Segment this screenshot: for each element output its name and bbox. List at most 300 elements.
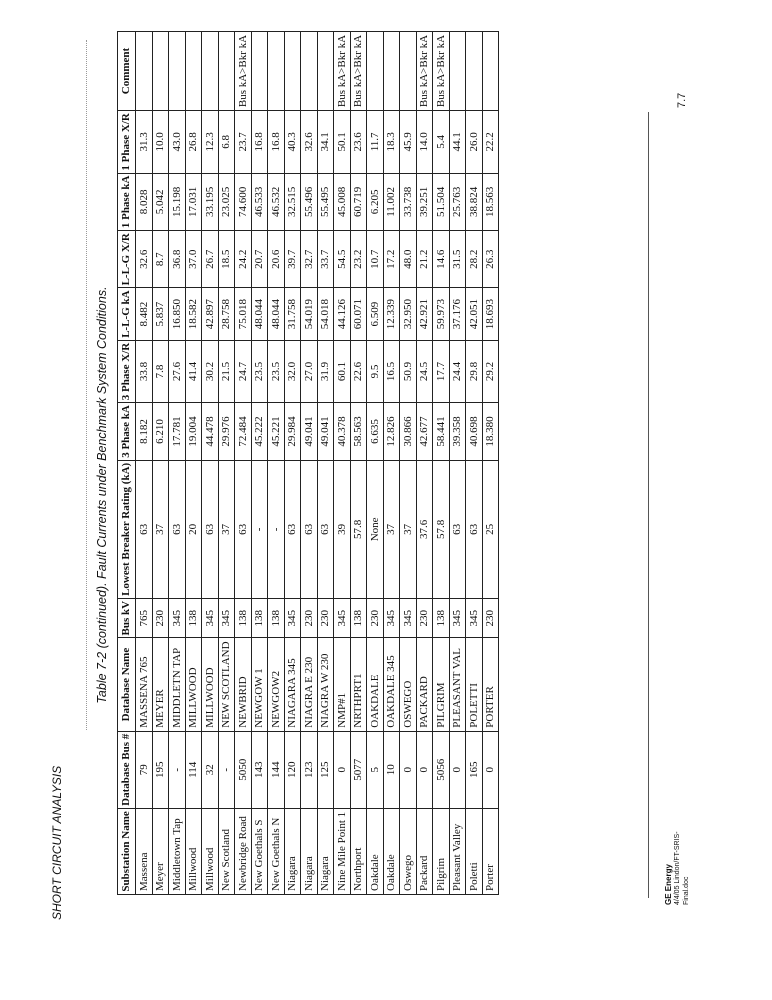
table-cell: 59.973 bbox=[433, 288, 450, 340]
table-cell: 37.176 bbox=[449, 288, 466, 340]
table-cell: 18.380 bbox=[482, 403, 499, 461]
table-cell bbox=[317, 31, 334, 110]
table-cell: 63 bbox=[202, 460, 219, 598]
table-cell: 16.8 bbox=[268, 111, 285, 173]
table-cell: 30.866 bbox=[400, 403, 417, 461]
table-cell: MEYER bbox=[152, 638, 169, 731]
table-cell: 34.1 bbox=[317, 111, 334, 173]
table-cell: 23.5 bbox=[268, 340, 285, 402]
table-cell: 8.482 bbox=[136, 288, 153, 340]
table-cell: 63 bbox=[317, 460, 334, 598]
table-cell: 19.004 bbox=[185, 403, 202, 461]
table-cell: 138 bbox=[433, 598, 450, 638]
table-cell: 18.5 bbox=[218, 231, 235, 288]
table-cell: 31.758 bbox=[284, 288, 301, 340]
table-cell: 40.3 bbox=[284, 111, 301, 173]
table-cell bbox=[367, 31, 384, 110]
table-cell: 58.441 bbox=[433, 403, 450, 461]
table-cell: 6.635 bbox=[367, 403, 384, 461]
column-header: Database Name bbox=[118, 638, 136, 731]
table-cell: Bus kA>Bkr kA bbox=[433, 31, 450, 110]
table-cell: OAKDALE 345 bbox=[383, 638, 400, 731]
table-cell: OSWEGO bbox=[400, 638, 417, 731]
table-cell: 42.897 bbox=[202, 288, 219, 340]
table-cell: 345 bbox=[218, 598, 235, 638]
table-cell: 48.044 bbox=[251, 288, 268, 340]
table-cell: Oswego bbox=[400, 808, 417, 894]
table-cell: 32 bbox=[202, 731, 219, 808]
table-cell: Newbridge Road bbox=[235, 808, 252, 894]
table-cell: 12.339 bbox=[383, 288, 400, 340]
table-cell: 16.850 bbox=[169, 288, 186, 340]
table-cell bbox=[301, 31, 318, 110]
table-cell: 46.532 bbox=[268, 173, 285, 231]
table-cell: 25.763 bbox=[449, 173, 466, 231]
table-cell: 63 bbox=[136, 460, 153, 598]
table-cell: Oakdale bbox=[383, 808, 400, 894]
table-cell: MASSENA 765 bbox=[136, 638, 153, 731]
table-cell: 14.0 bbox=[416, 111, 433, 173]
table-cell: OAKDALE bbox=[367, 638, 384, 731]
table-cell: Niagara bbox=[317, 808, 334, 894]
table-cell: 32.515 bbox=[284, 173, 301, 231]
table-cell: 6.205 bbox=[367, 173, 384, 231]
table-cell: NEW SCOTLAND bbox=[218, 638, 235, 731]
table-row bbox=[350, 31, 367, 894]
table-cell bbox=[449, 31, 466, 110]
table-cell: 138 bbox=[251, 598, 268, 638]
fault-current-table bbox=[117, 31, 499, 895]
table-cell: 345 bbox=[284, 598, 301, 638]
table-cell: Niagara bbox=[284, 808, 301, 894]
table-cell: 26.0 bbox=[466, 111, 483, 173]
table-cell: 23.6 bbox=[350, 111, 367, 173]
column-header: Database Bus # bbox=[118, 731, 136, 808]
table-cell: 33.7 bbox=[317, 231, 334, 288]
table-cell: PORTER bbox=[482, 638, 499, 731]
table-cell: NEWBRID bbox=[235, 638, 252, 731]
table-cell: 21.5 bbox=[218, 340, 235, 402]
table-cell: 44.126 bbox=[334, 288, 351, 340]
table-row bbox=[284, 31, 301, 894]
table-cell: 20.7 bbox=[251, 231, 268, 288]
table-cell: 57.8 bbox=[433, 460, 450, 598]
table-cell: 39 bbox=[334, 460, 351, 598]
table-cell: 26.3 bbox=[482, 231, 499, 288]
table-cell: 24.4 bbox=[449, 340, 466, 402]
table-cell: 138 bbox=[235, 598, 252, 638]
table-cell: 31.9 bbox=[317, 340, 334, 402]
table-cell: 29.2 bbox=[482, 340, 499, 402]
table-cell bbox=[284, 31, 301, 110]
table-row bbox=[152, 31, 169, 894]
table-cell: 0 bbox=[416, 731, 433, 808]
table-row bbox=[169, 31, 186, 894]
table-cell: 32.6 bbox=[301, 111, 318, 173]
table-cell: 29.976 bbox=[218, 403, 235, 461]
table-cell: Porter bbox=[482, 808, 499, 894]
table-cell: 42.051 bbox=[466, 288, 483, 340]
table-cell: 46.533 bbox=[251, 173, 268, 231]
table-cell: 48.0 bbox=[400, 231, 417, 288]
column-header: Substation Name bbox=[118, 808, 136, 894]
page-rule bbox=[648, 112, 649, 898]
table-cell: 11.002 bbox=[383, 173, 400, 231]
table-cell: Meyer bbox=[152, 808, 169, 894]
table-cell: 37 bbox=[400, 460, 417, 598]
table-cell: 60.071 bbox=[350, 288, 367, 340]
table-cell: 39.358 bbox=[449, 403, 466, 461]
table-cell: 37.0 bbox=[185, 231, 202, 288]
rotated-table-area bbox=[95, 35, 625, 895]
table-cell: Millwood bbox=[202, 808, 219, 894]
table-cell bbox=[251, 31, 268, 110]
table-cell: 345 bbox=[202, 598, 219, 638]
table-cell: 7.8 bbox=[152, 340, 169, 402]
table-cell: 5050 bbox=[235, 731, 252, 808]
table-cell: 37 bbox=[383, 460, 400, 598]
table-cell: 144 bbox=[268, 731, 285, 808]
table-cell: 138 bbox=[185, 598, 202, 638]
table-cell: Poletti bbox=[466, 808, 483, 894]
table-cell: 40.698 bbox=[466, 403, 483, 461]
table-cell: 138 bbox=[268, 598, 285, 638]
table-cell: 5 bbox=[367, 731, 384, 808]
column-header: 1 Phase X/R bbox=[118, 111, 136, 173]
table-cell: 8.7 bbox=[152, 231, 169, 288]
table-cell: 345 bbox=[449, 598, 466, 638]
table-cell: Millwood bbox=[185, 808, 202, 894]
table-cell: 50.1 bbox=[334, 111, 351, 173]
table-cell bbox=[169, 31, 186, 110]
column-header: 1 Phase kA bbox=[118, 173, 136, 231]
table-cell: 22.6 bbox=[350, 340, 367, 402]
table-cell: 74.600 bbox=[235, 173, 252, 231]
table-cell: 10 bbox=[383, 731, 400, 808]
table-cell: 12.826 bbox=[383, 403, 400, 461]
column-header: L-L-G X/R bbox=[118, 231, 136, 288]
table-cell: 18.3 bbox=[383, 111, 400, 173]
column-header: 3 Phase kA bbox=[118, 403, 136, 461]
table-cell: 32.7 bbox=[301, 231, 318, 288]
table-cell: Bus kA>Bkr kA bbox=[350, 31, 367, 110]
table-cell: 26.8 bbox=[185, 111, 202, 173]
page-number: 7.7 bbox=[676, 92, 688, 108]
table-cell: 17.7 bbox=[433, 340, 450, 402]
table-cell bbox=[136, 31, 153, 110]
table-cell: Bus kA>Bkr kA bbox=[334, 31, 351, 110]
table-cell: NIAGRA W 230 bbox=[317, 638, 334, 731]
table-row bbox=[433, 31, 450, 894]
column-header: L-L-G kA bbox=[118, 288, 136, 340]
table-cell: 345 bbox=[466, 598, 483, 638]
table-cell: 17.2 bbox=[383, 231, 400, 288]
table-cell: New Goethals N bbox=[268, 808, 285, 894]
table-cell: 20.6 bbox=[268, 231, 285, 288]
table-cell: 28.2 bbox=[466, 231, 483, 288]
table-cell: 5077 bbox=[350, 731, 367, 808]
table-cell: 125 bbox=[317, 731, 334, 808]
table-row bbox=[202, 31, 219, 894]
table-row bbox=[367, 31, 384, 894]
table-cell: 23.7 bbox=[235, 111, 252, 173]
table-cell bbox=[466, 31, 483, 110]
table-cell: 29.8 bbox=[466, 340, 483, 402]
table-cell bbox=[400, 31, 417, 110]
table-cell: 32.0 bbox=[284, 340, 301, 402]
table-cell: 10.0 bbox=[152, 111, 169, 173]
table-cell: 195 bbox=[152, 731, 169, 808]
table-cell: 27.6 bbox=[169, 340, 186, 402]
table-cell: 143 bbox=[251, 731, 268, 808]
table-cell: 6.210 bbox=[152, 403, 169, 461]
table-cell: 5056 bbox=[433, 731, 450, 808]
table-cell: 37 bbox=[152, 460, 169, 598]
table-cell: 51.504 bbox=[433, 173, 450, 231]
table-cell bbox=[152, 31, 169, 110]
footer bbox=[664, 805, 700, 905]
table-cell: Pilgrim bbox=[433, 808, 450, 894]
table-cell: Nine Mile Point 1 bbox=[334, 808, 351, 894]
table-cell: 63 bbox=[235, 460, 252, 598]
table-cell: 55.495 bbox=[317, 173, 334, 231]
table-cell: - bbox=[169, 731, 186, 808]
table-cell: MILLWOOD bbox=[202, 638, 219, 731]
table-cell: 345 bbox=[334, 598, 351, 638]
table-cell: 60.1 bbox=[334, 340, 351, 402]
table-cell: 17.031 bbox=[185, 173, 202, 231]
column-header: 3 Phase X/R bbox=[118, 340, 136, 402]
table-cell: NEWGOW 1 bbox=[251, 638, 268, 731]
table-cell: 230 bbox=[152, 598, 169, 638]
table-cell: 63 bbox=[284, 460, 301, 598]
table-row bbox=[383, 31, 400, 894]
table-cell: 45.008 bbox=[334, 173, 351, 231]
table-cell: 37.6 bbox=[416, 460, 433, 598]
table-row bbox=[268, 31, 285, 894]
table-cell: 60.719 bbox=[350, 173, 367, 231]
table-cell: 138 bbox=[350, 598, 367, 638]
table-cell: 230 bbox=[367, 598, 384, 638]
table-row bbox=[251, 31, 268, 894]
table-cell: 23.5 bbox=[251, 340, 268, 402]
table-cell: NEWGOW2 bbox=[268, 638, 285, 731]
table-cell: 120 bbox=[284, 731, 301, 808]
table-cell: 31.5 bbox=[449, 231, 466, 288]
table-row bbox=[185, 31, 202, 894]
table-cell: 5.4 bbox=[433, 111, 450, 173]
table-cell: 17.781 bbox=[169, 403, 186, 461]
table-cell: 72.484 bbox=[235, 403, 252, 461]
table-cell: 24.2 bbox=[235, 231, 252, 288]
table-cell bbox=[202, 31, 219, 110]
table-cell: 32.6 bbox=[136, 231, 153, 288]
table-cell: 33.738 bbox=[400, 173, 417, 231]
table-row bbox=[400, 31, 417, 894]
table-cell: 5.042 bbox=[152, 173, 169, 231]
table-cell: 18.563 bbox=[482, 173, 499, 231]
table-cell: 5.837 bbox=[152, 288, 169, 340]
table-cell: 24.7 bbox=[235, 340, 252, 402]
table-cell: 36.8 bbox=[169, 231, 186, 288]
table-cell: 29.984 bbox=[284, 403, 301, 461]
table-cell: 6.8 bbox=[218, 111, 235, 173]
table-cell: 63 bbox=[169, 460, 186, 598]
margin-rule bbox=[86, 40, 88, 730]
column-header: Lowest Breaker Rating (kA) bbox=[118, 460, 136, 598]
table-cell: - bbox=[251, 460, 268, 598]
table-cell: 33.8 bbox=[136, 340, 153, 402]
table-cell: 0 bbox=[449, 731, 466, 808]
table-cell: 345 bbox=[383, 598, 400, 638]
column-header: Comment bbox=[118, 31, 136, 110]
table-cell: 54.019 bbox=[301, 288, 318, 340]
table-row bbox=[482, 31, 499, 894]
table-cell: 49.041 bbox=[301, 403, 318, 461]
table-cell: 0 bbox=[400, 731, 417, 808]
table-cell: 28.758 bbox=[218, 288, 235, 340]
table-cell: 230 bbox=[482, 598, 499, 638]
table-cell: 26.7 bbox=[202, 231, 219, 288]
table-cell: Pleasant Valley bbox=[449, 808, 466, 894]
table-cell: 765 bbox=[136, 598, 153, 638]
table-cell: 48.044 bbox=[268, 288, 285, 340]
table-row bbox=[317, 31, 334, 894]
table-cell: 345 bbox=[400, 598, 417, 638]
table-cell: 9.5 bbox=[367, 340, 384, 402]
table-cell: 21.2 bbox=[416, 231, 433, 288]
table-cell: NIAGRA E 230 bbox=[301, 638, 318, 731]
table-row bbox=[466, 31, 483, 894]
table-cell: 22.2 bbox=[482, 111, 499, 173]
table-cell: 39.7 bbox=[284, 231, 301, 288]
table-cell: 41.4 bbox=[185, 340, 202, 402]
table-cell: 8.182 bbox=[136, 403, 153, 461]
table-cell: 20 bbox=[185, 460, 202, 598]
table-cell: 10.7 bbox=[367, 231, 384, 288]
table-cell: 345 bbox=[169, 598, 186, 638]
table-cell: 54.018 bbox=[317, 288, 334, 340]
table-cell: Packard bbox=[416, 808, 433, 894]
table-cell bbox=[218, 31, 235, 110]
table-cell: 6.509 bbox=[367, 288, 384, 340]
table-cell: 54.5 bbox=[334, 231, 351, 288]
table-cell: 44.1 bbox=[449, 111, 466, 173]
table-cell: 58.563 bbox=[350, 403, 367, 461]
table-cell: 63 bbox=[466, 460, 483, 598]
table-cell: - bbox=[268, 460, 285, 598]
table-cell: 18.693 bbox=[482, 288, 499, 340]
table-cell: NRTHPRT1 bbox=[350, 638, 367, 731]
table-cell: 38.824 bbox=[466, 173, 483, 231]
table-cell: 15.198 bbox=[169, 173, 186, 231]
table-cell: 55.496 bbox=[301, 173, 318, 231]
table-cell: 43.0 bbox=[169, 111, 186, 173]
table-cell: 0 bbox=[334, 731, 351, 808]
table-cell: 30.2 bbox=[202, 340, 219, 402]
table-cell: 45.221 bbox=[268, 403, 285, 461]
table-cell: 37 bbox=[218, 460, 235, 598]
table-row bbox=[449, 31, 466, 894]
table-cell: PACKARD bbox=[416, 638, 433, 731]
table-cell: 27.0 bbox=[301, 340, 318, 402]
table-cell: New Goethals S bbox=[251, 808, 268, 894]
table-cell: PLEASANT VAL bbox=[449, 638, 466, 731]
table-cell: 40.378 bbox=[334, 403, 351, 461]
table-cell: 165 bbox=[466, 731, 483, 808]
table-row bbox=[301, 31, 318, 894]
table-row bbox=[334, 31, 351, 894]
table-cell: 75.018 bbox=[235, 288, 252, 340]
table-cell: 57.8 bbox=[350, 460, 367, 598]
table-cell: None bbox=[367, 460, 384, 598]
table-cell: 14.6 bbox=[433, 231, 450, 288]
table-cell: 123 bbox=[301, 731, 318, 808]
table-cell: PILGRIM bbox=[433, 638, 450, 731]
table-cell: Bus kA>Bkr kA bbox=[416, 31, 433, 110]
table-cell: POLETTI bbox=[466, 638, 483, 731]
column-header: Bus kV bbox=[118, 598, 136, 638]
table-cell: 16.8 bbox=[251, 111, 268, 173]
table-row bbox=[136, 31, 153, 894]
table-cell: 0 bbox=[482, 731, 499, 808]
footer-file-path: 4/4/05 Lindon/FT-SRIS-Final.doc bbox=[674, 831, 690, 905]
table-cell: - bbox=[218, 731, 235, 808]
table-cell: NIAGARA 345 bbox=[284, 638, 301, 731]
table-cell: Northport bbox=[350, 808, 367, 894]
table-cell: 31.3 bbox=[136, 111, 153, 173]
table-cell: Bus kA>Bkr kA bbox=[235, 31, 252, 110]
table-cell: 230 bbox=[416, 598, 433, 638]
section-header: SHORT CIRCUIT ANALYSIS bbox=[50, 765, 64, 920]
table-cell bbox=[185, 31, 202, 110]
table-cell: 16.5 bbox=[383, 340, 400, 402]
table-cell: 63 bbox=[449, 460, 466, 598]
table-cell: Massena bbox=[136, 808, 153, 894]
table-cell: 45.9 bbox=[400, 111, 417, 173]
table-cell: 23.2 bbox=[350, 231, 367, 288]
table-cell: Oakdale bbox=[367, 808, 384, 894]
table-cell: 18.582 bbox=[185, 288, 202, 340]
table-cell: 79 bbox=[136, 731, 153, 808]
table-cell: 63 bbox=[301, 460, 318, 598]
footer-company: GE Energy bbox=[664, 864, 673, 905]
table-cell: 44.478 bbox=[202, 403, 219, 461]
table-cell: 230 bbox=[317, 598, 334, 638]
table-cell: 42.677 bbox=[416, 403, 433, 461]
table-cell: 230 bbox=[301, 598, 318, 638]
table-cell: MIDDLETN TAP bbox=[169, 638, 186, 731]
table-cell: 49.041 bbox=[317, 403, 334, 461]
table-cell: 8.028 bbox=[136, 173, 153, 231]
table-cell: MILLWOOD bbox=[185, 638, 202, 731]
table-cell: 12.3 bbox=[202, 111, 219, 173]
table-cell: 42.921 bbox=[416, 288, 433, 340]
table-header-row bbox=[118, 31, 136, 894]
table-row bbox=[218, 31, 235, 894]
table-cell: 45.222 bbox=[251, 403, 268, 461]
table-cell: New Scotland bbox=[218, 808, 235, 894]
table-cell: 114 bbox=[185, 731, 202, 808]
table-cell bbox=[383, 31, 400, 110]
table-cell: 32.950 bbox=[400, 288, 417, 340]
table-cell: 11.7 bbox=[367, 111, 384, 173]
table-cell: 25 bbox=[482, 460, 499, 598]
table-cell: Middletown Tap bbox=[169, 808, 186, 894]
table-cell: NMP#1 bbox=[334, 638, 351, 731]
table-cell: 39.251 bbox=[416, 173, 433, 231]
table-row bbox=[416, 31, 433, 894]
